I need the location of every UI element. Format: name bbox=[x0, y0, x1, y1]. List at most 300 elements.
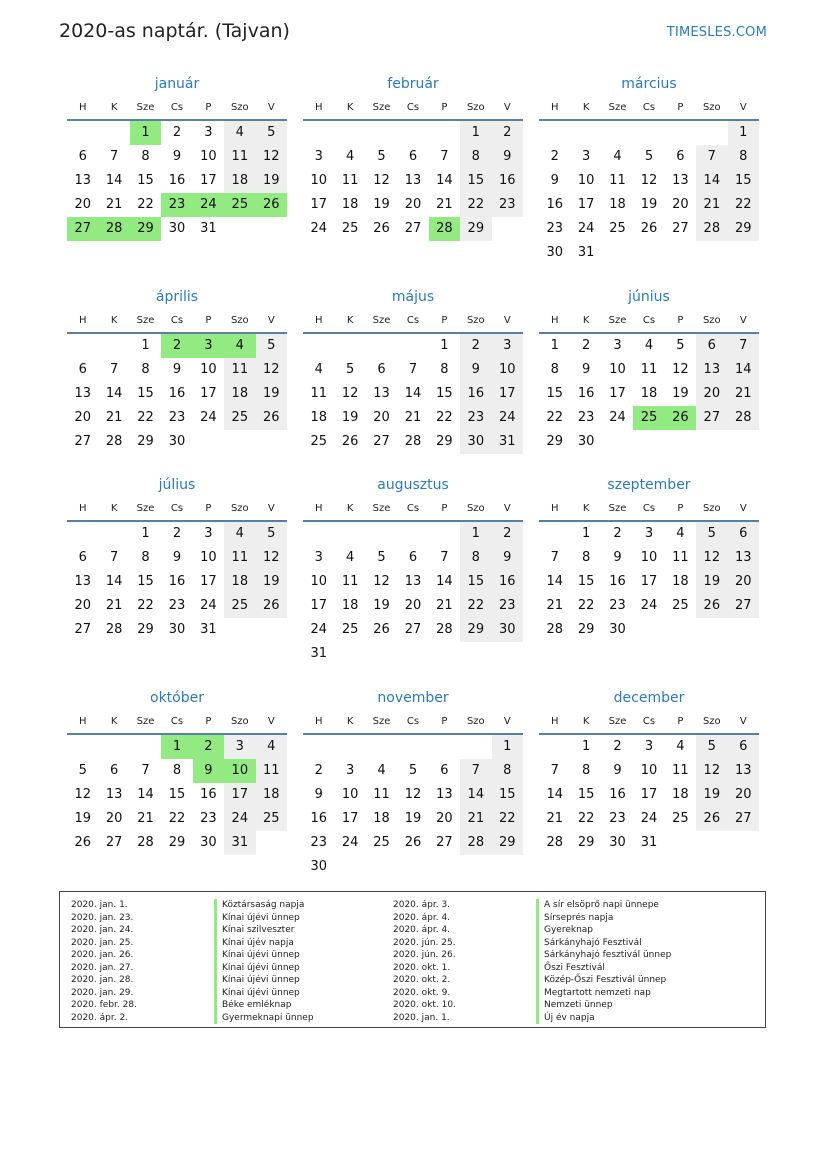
day-cell: 17 bbox=[224, 783, 255, 807]
weekday-label: Szo bbox=[702, 716, 721, 727]
legend-date: 2020. okt. 10. bbox=[393, 1000, 456, 1010]
day-cell: 11 bbox=[256, 759, 287, 783]
day-cell: 24 bbox=[224, 807, 255, 831]
weekday-label: Cs bbox=[170, 102, 184, 113]
weekday-label: Sze bbox=[608, 102, 627, 113]
day-cell: 10 bbox=[200, 362, 217, 377]
week-row bbox=[539, 522, 759, 546]
day-cell: 21 bbox=[436, 197, 453, 212]
day-cell: 24 bbox=[200, 598, 217, 613]
month-name: február bbox=[387, 76, 439, 92]
weekday-label: K bbox=[346, 102, 354, 113]
day-cell: 25 bbox=[224, 594, 255, 618]
day-cell: 22 bbox=[168, 811, 186, 826]
weekday-label: K bbox=[582, 716, 590, 727]
weekday-label: K bbox=[582, 102, 590, 113]
day-cell: 2 bbox=[161, 334, 192, 358]
day-cell: 4 bbox=[345, 149, 355, 164]
day-cell: 27 bbox=[728, 594, 759, 618]
weekday-label: Cs bbox=[642, 315, 656, 326]
day-cell: 18 bbox=[341, 197, 359, 212]
day-cell: 29 bbox=[436, 434, 453, 449]
weekday-header bbox=[67, 498, 287, 522]
weekday-label: P bbox=[205, 315, 212, 326]
legend-date: 2020. jan. 27. bbox=[71, 962, 134, 973]
day-cell: 31 bbox=[200, 221, 217, 236]
month-name: október bbox=[150, 690, 204, 706]
day-cell: 21 bbox=[105, 197, 123, 212]
day-cell: 14 bbox=[436, 574, 453, 589]
day-cell: 19 bbox=[672, 386, 689, 401]
weekday-label: P bbox=[441, 503, 448, 514]
week-row bbox=[303, 430, 523, 454]
day-cell: 5 bbox=[696, 522, 727, 546]
day-cell: 17 bbox=[640, 574, 658, 589]
day-cell: 29 bbox=[137, 434, 154, 449]
week-row bbox=[303, 759, 523, 783]
day-cell: 30 bbox=[310, 859, 327, 874]
day-cell: 17 bbox=[310, 598, 327, 613]
empty-cell bbox=[366, 334, 397, 358]
day-cell: 9 bbox=[613, 550, 622, 565]
weekday-label: K bbox=[346, 315, 354, 326]
day-cell: 12 bbox=[640, 173, 658, 188]
day-cell: 26 bbox=[404, 835, 422, 850]
day-cell: 27 bbox=[696, 406, 727, 430]
month-calendar bbox=[303, 688, 523, 879]
day-cell: 9 bbox=[193, 759, 224, 783]
day-cell: 18 bbox=[373, 811, 390, 826]
day-cell: 21 bbox=[546, 598, 563, 613]
day-cell: 30 bbox=[609, 622, 626, 637]
weekday-label: V bbox=[503, 716, 511, 727]
weekday-label: V bbox=[267, 716, 275, 727]
day-cell: 10 bbox=[200, 149, 217, 164]
weekday-label: P bbox=[205, 102, 212, 113]
weekday-header bbox=[67, 310, 287, 334]
empty-cell bbox=[67, 522, 98, 546]
day-cell: 10 bbox=[310, 173, 327, 188]
day-cell: 26 bbox=[665, 406, 696, 430]
week-row bbox=[67, 831, 287, 855]
day-cell: 2 bbox=[172, 526, 182, 541]
week-row bbox=[303, 855, 523, 879]
weekday-label: Szo bbox=[702, 503, 721, 514]
day-cell: 22 bbox=[577, 811, 595, 826]
day-cell: 8 bbox=[141, 550, 150, 565]
day-cell: 22 bbox=[460, 193, 491, 217]
legend-date: 2020. okt. 1. bbox=[393, 962, 451, 973]
empty-cell bbox=[67, 735, 98, 759]
day-cell: 6 bbox=[440, 763, 449, 778]
day-cell: 2 bbox=[492, 121, 523, 145]
empty-cell bbox=[602, 241, 633, 265]
day-cell: 25 bbox=[672, 598, 689, 613]
week-row bbox=[303, 382, 523, 406]
day-cell: 28 bbox=[137, 835, 154, 850]
day-cell: 3 bbox=[492, 334, 523, 358]
weekday-label: K bbox=[582, 315, 590, 326]
day-cell: 15 bbox=[137, 386, 154, 401]
day-cell: 14 bbox=[728, 358, 759, 382]
empty-cell bbox=[696, 430, 727, 454]
day-cell: 5 bbox=[345, 362, 355, 377]
legend-date: 2020. jan. 29. bbox=[71, 987, 134, 998]
day-cell: 15 bbox=[577, 787, 595, 802]
weekday-label: V bbox=[267, 503, 275, 514]
day-cell: 9 bbox=[550, 173, 559, 188]
day-cell: 14 bbox=[105, 386, 123, 401]
week-row bbox=[303, 522, 523, 546]
day-cell: 16 bbox=[492, 570, 523, 594]
empty-cell bbox=[397, 334, 428, 358]
day-cell: 7 bbox=[408, 362, 418, 377]
empty-cell bbox=[98, 121, 129, 145]
day-cell: 21 bbox=[105, 410, 123, 425]
day-cell: 1 bbox=[460, 121, 491, 145]
day-cell: 15 bbox=[137, 574, 154, 589]
day-cell: 20 bbox=[404, 598, 422, 613]
day-cell: 11 bbox=[224, 546, 255, 570]
day-cell: 20 bbox=[74, 197, 91, 212]
day-cell: 26 bbox=[74, 835, 91, 850]
week-row bbox=[539, 807, 759, 831]
day-cell: 22 bbox=[137, 197, 154, 212]
week-row bbox=[303, 358, 523, 382]
day-cell: 3 bbox=[204, 526, 213, 541]
week-row bbox=[67, 358, 287, 382]
month-name: július bbox=[158, 477, 196, 493]
day-cell: 30 bbox=[577, 434, 595, 449]
week-row bbox=[67, 807, 287, 831]
day-cell: 27 bbox=[728, 807, 759, 831]
empty-cell bbox=[665, 831, 696, 855]
day-cell: 26 bbox=[341, 434, 359, 449]
month-calendar bbox=[539, 688, 759, 855]
weekday-header bbox=[303, 310, 523, 334]
day-cell: 19 bbox=[74, 811, 91, 826]
week-row bbox=[67, 546, 287, 570]
day-cell: 1 bbox=[550, 338, 559, 353]
day-cell: 24 bbox=[492, 406, 523, 430]
day-cell: 24 bbox=[310, 221, 327, 236]
weekday-label: Szo bbox=[466, 315, 485, 326]
empty-cell bbox=[366, 121, 397, 145]
empty-cell bbox=[397, 522, 428, 546]
day-cell: 22 bbox=[577, 598, 595, 613]
day-cell: 31 bbox=[224, 831, 255, 855]
day-cell: 6 bbox=[408, 149, 418, 164]
day-cell: 27 bbox=[105, 835, 123, 850]
week-row bbox=[303, 193, 523, 217]
empty-cell bbox=[429, 121, 460, 145]
day-cell: 11 bbox=[373, 787, 390, 802]
day-cell: 13 bbox=[672, 173, 689, 188]
day-cell: 11 bbox=[672, 550, 689, 565]
day-cell: 11 bbox=[672, 763, 689, 778]
day-cell: 22 bbox=[728, 193, 759, 217]
empty-cell bbox=[397, 121, 428, 145]
day-cell: 25 bbox=[310, 434, 327, 449]
day-cell: 8 bbox=[550, 362, 559, 377]
day-cell: 10 bbox=[577, 173, 595, 188]
day-cell: 29 bbox=[460, 217, 491, 241]
legend-holiday-name: Kínai újévi ünnep bbox=[214, 912, 314, 925]
day-cell: 9 bbox=[314, 787, 323, 802]
day-cell: 29 bbox=[460, 618, 491, 642]
day-cell: 13 bbox=[74, 574, 91, 589]
weekday-label: P bbox=[677, 102, 684, 113]
day-cell: 13 bbox=[436, 787, 453, 802]
month-name: március bbox=[621, 76, 677, 92]
weekday-label: P bbox=[677, 503, 684, 514]
day-cell: 18 bbox=[256, 783, 287, 807]
day-cell: 15 bbox=[546, 386, 563, 401]
day-cell: 29 bbox=[137, 622, 154, 637]
day-cell: 22 bbox=[492, 807, 523, 831]
day-cell: 28 bbox=[429, 217, 460, 241]
day-cell: 10 bbox=[640, 763, 658, 778]
day-cell: 15 bbox=[137, 173, 154, 188]
day-cell: 15 bbox=[728, 169, 759, 193]
day-cell: 14 bbox=[546, 787, 563, 802]
day-cell: 7 bbox=[696, 145, 727, 169]
legend-date-column bbox=[71, 899, 137, 1024]
day-cell: 7 bbox=[440, 149, 449, 164]
empty-cell bbox=[224, 217, 255, 241]
day-cell: 5 bbox=[676, 338, 685, 353]
day-cell: 19 bbox=[696, 570, 727, 594]
empty-cell bbox=[366, 522, 397, 546]
day-cell: 1 bbox=[141, 526, 150, 541]
weekday-label: Sze bbox=[136, 716, 155, 727]
week-row bbox=[67, 193, 287, 217]
week-row bbox=[67, 169, 287, 193]
day-cell: 28 bbox=[728, 406, 759, 430]
weekday-label: H bbox=[314, 315, 323, 326]
day-cell: 31 bbox=[577, 245, 595, 260]
day-cell: 10 bbox=[341, 787, 359, 802]
legend-date: 2020. jún. 25. bbox=[393, 937, 456, 948]
day-cell: 18 bbox=[609, 197, 626, 212]
weekday-label: K bbox=[110, 503, 118, 514]
weekday-label: K bbox=[582, 503, 590, 514]
empty-cell bbox=[633, 241, 664, 265]
day-cell: 6 bbox=[676, 149, 685, 164]
legend-holiday-name: Béke emléknap bbox=[214, 999, 314, 1012]
day-cell: 19 bbox=[341, 410, 359, 425]
weekday-label: Szo bbox=[466, 503, 485, 514]
weekday-header bbox=[67, 97, 287, 121]
day-cell: 20 bbox=[74, 410, 91, 425]
day-cell: 1 bbox=[161, 735, 192, 759]
empty-cell bbox=[696, 831, 727, 855]
week-row bbox=[67, 618, 287, 642]
day-cell: 3 bbox=[644, 526, 654, 541]
weekday-label: H bbox=[314, 716, 323, 727]
brand-link[interactable]: TIMESLES.COM bbox=[666, 25, 767, 40]
empty-cell bbox=[539, 735, 570, 759]
legend-holiday-name: Sárkányhajó fesztivál ünnep bbox=[536, 949, 671, 962]
week-row bbox=[303, 618, 523, 642]
day-cell: 20 bbox=[696, 382, 727, 406]
day-cell: 17 bbox=[492, 382, 523, 406]
weekday-label: K bbox=[110, 102, 118, 113]
day-cell: 13 bbox=[404, 574, 422, 589]
day-cell: 9 bbox=[492, 546, 523, 570]
empty-cell bbox=[334, 735, 365, 759]
legend-date: 2020. jan. 26. bbox=[71, 950, 134, 960]
week-row bbox=[303, 169, 523, 193]
day-cell: 28 bbox=[98, 217, 129, 241]
day-cell: 16 bbox=[168, 386, 186, 401]
day-cell: 11 bbox=[609, 173, 626, 188]
month-calendar bbox=[67, 74, 287, 241]
weekday-header bbox=[303, 711, 523, 735]
day-cell: 26 bbox=[696, 807, 727, 831]
day-cell: 21 bbox=[460, 807, 491, 831]
day-cell: 27 bbox=[404, 221, 422, 236]
day-cell: 10 bbox=[609, 362, 626, 377]
day-cell: 26 bbox=[373, 221, 390, 236]
day-cell: 6 bbox=[377, 362, 386, 377]
month-calendar bbox=[303, 287, 523, 454]
day-cell: 3 bbox=[314, 149, 323, 164]
day-cell: 24 bbox=[310, 622, 327, 637]
day-cell: 18 bbox=[224, 382, 255, 406]
legend-name-column bbox=[214, 899, 314, 1024]
legend-holiday-name: Kínai újévi ünnep bbox=[214, 949, 314, 962]
day-cell: 30 bbox=[200, 835, 217, 850]
legend-holiday-name: Új év napja bbox=[536, 1012, 671, 1025]
day-cell: 28 bbox=[404, 434, 422, 449]
empty-cell bbox=[256, 217, 287, 241]
weekday-label: Szo bbox=[230, 102, 249, 113]
day-cell: 5 bbox=[377, 550, 386, 565]
week-row bbox=[303, 334, 523, 358]
day-cell: 7 bbox=[440, 550, 449, 565]
day-cell: 23 bbox=[161, 193, 192, 217]
legend-holiday-name: A sír elsöprő napi ünnepe bbox=[536, 899, 671, 912]
day-cell: 30 bbox=[168, 221, 186, 236]
day-cell: 10 bbox=[310, 574, 327, 589]
day-cell: 5 bbox=[256, 334, 287, 358]
empty-cell bbox=[98, 735, 129, 759]
legend-holiday-name: Sárkányhajó Fesztivál bbox=[536, 937, 671, 950]
day-cell: 25 bbox=[633, 406, 664, 430]
empty-cell bbox=[696, 241, 727, 265]
weekday-label: Cs bbox=[170, 716, 184, 727]
day-cell: 19 bbox=[256, 169, 287, 193]
day-cell: 12 bbox=[672, 362, 689, 377]
week-row bbox=[539, 334, 759, 358]
day-cell: 30 bbox=[168, 434, 186, 449]
day-cell: 5 bbox=[78, 763, 87, 778]
day-cell: 27 bbox=[67, 217, 98, 241]
empty-cell bbox=[397, 735, 428, 759]
day-cell: 2 bbox=[550, 149, 559, 164]
day-cell: 9 bbox=[460, 358, 491, 382]
day-cell: 7 bbox=[550, 763, 559, 778]
day-cell: 4 bbox=[224, 334, 255, 358]
weekday-label: Sze bbox=[136, 503, 155, 514]
day-cell: 4 bbox=[224, 522, 255, 546]
day-cell: 16 bbox=[577, 386, 595, 401]
day-cell: 29 bbox=[577, 835, 595, 850]
weekday-label: H bbox=[550, 102, 559, 113]
day-cell: 14 bbox=[105, 173, 123, 188]
week-row bbox=[539, 618, 759, 642]
legend-holiday-name: Gyermeknapi ünnep bbox=[214, 1012, 314, 1025]
day-cell: 26 bbox=[373, 622, 390, 637]
week-row bbox=[303, 807, 523, 831]
day-cell: 16 bbox=[460, 382, 491, 406]
day-cell: 13 bbox=[373, 386, 390, 401]
month-calendar bbox=[303, 74, 523, 241]
weekday-label: Szo bbox=[466, 102, 485, 113]
weekday-header bbox=[539, 711, 759, 735]
day-cell: 17 bbox=[609, 386, 626, 401]
day-cell: 18 bbox=[224, 169, 255, 193]
empty-cell bbox=[728, 618, 759, 642]
empty-cell bbox=[429, 522, 460, 546]
legend-holiday-name: Közép-Őszi Fesztivál ünnep bbox=[536, 974, 671, 987]
day-cell: 8 bbox=[460, 546, 491, 570]
week-row bbox=[67, 759, 287, 783]
day-cell: 26 bbox=[640, 221, 658, 236]
week-row bbox=[303, 217, 523, 241]
day-cell: 28 bbox=[105, 434, 123, 449]
empty-cell bbox=[303, 121, 334, 145]
weekday-label: Cs bbox=[406, 102, 420, 113]
day-cell: 20 bbox=[404, 197, 422, 212]
day-cell: 28 bbox=[546, 622, 563, 637]
day-cell: 6 bbox=[78, 550, 87, 565]
day-cell: 25 bbox=[373, 835, 390, 850]
empty-cell bbox=[492, 217, 523, 241]
empty-cell bbox=[492, 642, 523, 666]
weekday-label: P bbox=[441, 102, 448, 113]
day-cell: 27 bbox=[74, 434, 91, 449]
day-cell: 3 bbox=[224, 735, 255, 759]
week-row bbox=[539, 783, 759, 807]
empty-cell bbox=[193, 430, 224, 454]
day-cell: 25 bbox=[341, 221, 359, 236]
day-cell: 20 bbox=[728, 570, 759, 594]
day-cell: 2 bbox=[613, 526, 622, 541]
weekday-label: P bbox=[205, 503, 212, 514]
day-cell: 18 bbox=[640, 386, 658, 401]
empty-cell bbox=[334, 522, 365, 546]
weekday-label: V bbox=[267, 315, 275, 326]
day-cell: 15 bbox=[577, 574, 595, 589]
empty-cell bbox=[539, 522, 570, 546]
empty-cell bbox=[366, 855, 397, 879]
month-name: január bbox=[154, 76, 200, 92]
week-row bbox=[67, 430, 287, 454]
day-cell: 27 bbox=[404, 622, 422, 637]
empty-cell bbox=[256, 430, 287, 454]
weekday-label: H bbox=[78, 102, 87, 113]
day-cell: 11 bbox=[341, 173, 359, 188]
legend-holiday-name: Kínai újévi ünnep bbox=[214, 987, 314, 1000]
empty-cell bbox=[696, 121, 727, 145]
week-row bbox=[67, 217, 287, 241]
day-cell: 25 bbox=[672, 811, 689, 826]
day-cell: 21 bbox=[728, 382, 759, 406]
day-cell: 4 bbox=[676, 739, 685, 754]
weekday-label: P bbox=[441, 716, 448, 727]
